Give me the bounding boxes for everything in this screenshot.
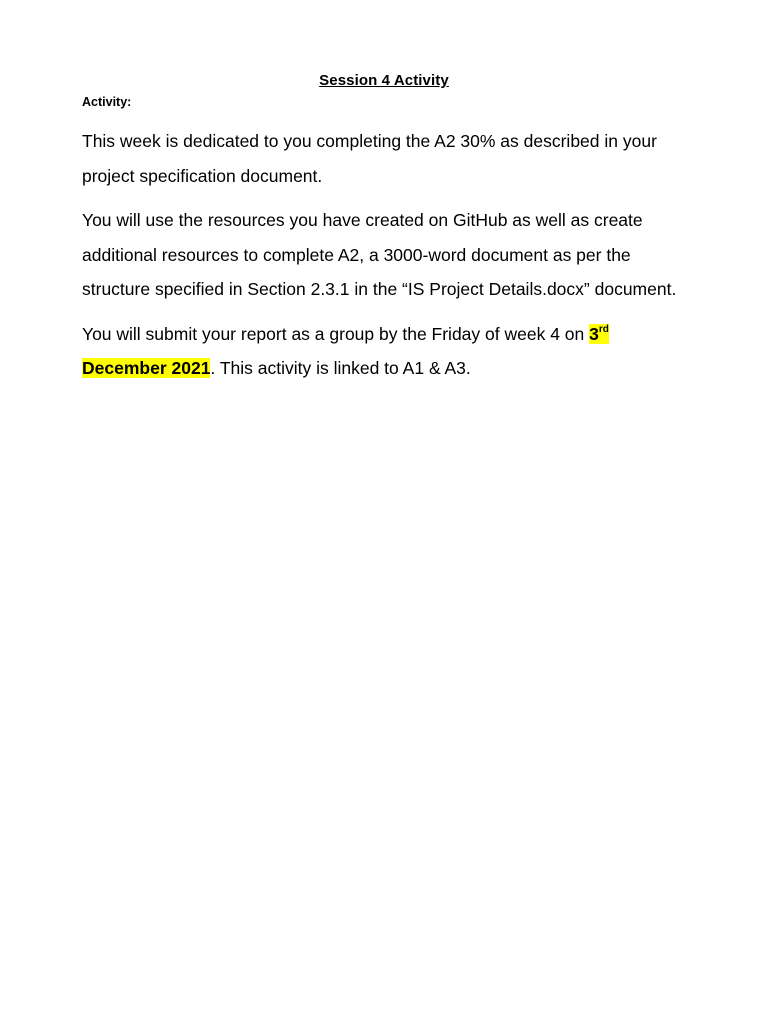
deadline-date-suffix: rd — [598, 323, 609, 335]
deadline-text-after: . This activity is linked to A1 & A3. — [210, 358, 471, 378]
paragraph-resources: You will use the resources you have created on GitHub as well as create additional resources to complete A2, a 3000-word document as per the structure specified in Section 2.3.1 in the “IS Project Details.docx” document. — [82, 210, 677, 299]
paragraph-deadline — [82, 317, 697, 386]
deadline-text-before: You will submit your report as a group by the Friday of week 4 on — [82, 323, 590, 344]
document-body — [82, 124, 697, 396]
deadline-date-day: 3 — [589, 323, 599, 344]
paragraph-intro: This week is dedicated to you completing the A2 30% as described in your project specification document. — [82, 131, 657, 186]
deadline-date-rest: December 2021 — [82, 358, 211, 378]
page-title: Session 4 Activity — [319, 72, 449, 89]
section-label: Activity: — [82, 95, 132, 109]
